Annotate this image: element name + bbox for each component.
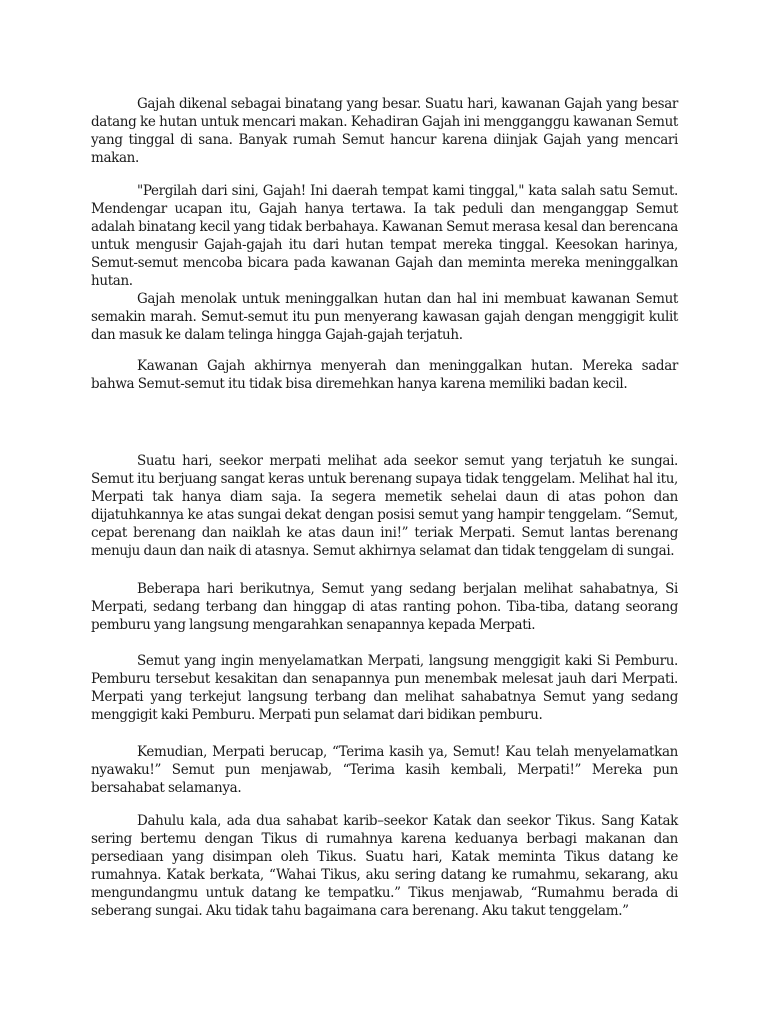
paragraph-pemburu-datang: Beberapa hari berikutnya, Semut yang sedang berjalan melihat sahabatnya, Si Merpati, sedang terbang dan hinggap di atas ranting pohon. Tiba-tiba, datang seorang pemburu yang langsung mengarahkan senapannya kepada Merpati.: [91, 581, 678, 633]
paragraph-semut-menyerang: Gajah menolak untuk meninggalkan hutan dan hal ini membuat kawanan Semut semakin marah. Semut-semut itu pun menyerang kawasan gajah dengan menggigit kulit dan masuk ke dalam telinga hingga Gajah-gajah terjatuh.: [91, 291, 678, 343]
paragraph-gajah-menyerah: Kawanan Gajah akhirnya menyerah dan meninggalkan hutan. Mereka sadar bahwa Semut-semut itu tidak bisa diremehkan hanya karena memiliki badan kecil.: [91, 358, 678, 392]
paragraph-merpati-menolong: Suatu hari, seekor merpati melihat ada seekor semut yang terjatuh ke sungai. Semut itu berjuang sangat keras untuk berenang supaya tidak tenggelam. Melihat hal itu, Merpati tak hanya diam saja. Ia segera memetik sehelai daun di atas pohon dan dijatuhkannya ke atas sungai dekat dengan posisi semut yang hampir tenggelam. “Semut, cepat berenang dan naiklah ke atas daun ini!” teriak Merpati. Semut lantas berenang menuju daun dan naik di atasnya. Semut akhirnya selamat dan tidak tenggelam di sungai.: [91, 453, 678, 559]
paragraph-semut-menolong: Semut yang ingin menyelamatkan Merpati, langsung menggigit kaki Si Pemburu. Pemburu tersebut kesakitan dan senapannya pun menembak melesat jauh dari Merpati. Merpati yang terkejut langsung terbang dan melihat sahabatnya Semut yang sedang menggigit kaki Pemburu. Merpati pun selamat dari bidikan pemburu.: [91, 653, 678, 723]
paragraph-terima-kasih: Kemudian, Merpati berucap, “Terima kasih ya, Semut! Kau telah menyelamatkan nyawaku!” Semut pun menjawab, “Terima kasih kembali, Merpati!” Mereka pun bersahabat selamanya.: [91, 744, 678, 796]
paragraph-semut-usir: "Pergilah dari sini, Gajah! Ini daerah tempat kami tinggal," kata salah satu Semut. Mendengar ucapan itu, Gajah hanya tertawa. Ia tak peduli dan menganggap Semut adalah binatang kecil yang tidak berbahaya. Kawanan Semut merasa kesal dan berencana untuk mengusir Gajah-gajah itu dari hutan tempat mereka tinggal. Keesokan harinya, Semut-semut mencoba bicara pada kawanan Gajah dan meminta mereka meninggalkan hutan.: [91, 183, 678, 289]
paragraph-gajah-intro: Gajah dikenal sebagai binatang yang besar. Suatu hari, kawanan Gajah yang besar datang ke hutan untuk mencari makan. Kehadiran Gajah ini mengganggu kawanan Semut yang tinggal di sana. Banyak rumah Semut hancur karena diinjak Gajah yang mencari makan.: [91, 96, 678, 166]
paragraph-katak-tikus: Dahulu kala, ada dua sahabat karib–seekor Katak dan seekor Tikus. Sang Katak sering bertemu dengan Tikus di rumahnya karena keduanya berbagi makanan dan persediaan yang disimpan oleh Tikus. Suatu hari, Katak meminta Tikus datang ke rumahnya. Katak berkata, “Wahai Tikus, aku sering datang ke rumahmu, sekarang, aku mengundangmu untuk datang ke tempatku.” Tikus menjawab, “Rumahmu berada di seberang sungai. Aku tidak tahu bagaimana cara berenang. Aku takut tenggelam.”: [91, 813, 678, 919]
